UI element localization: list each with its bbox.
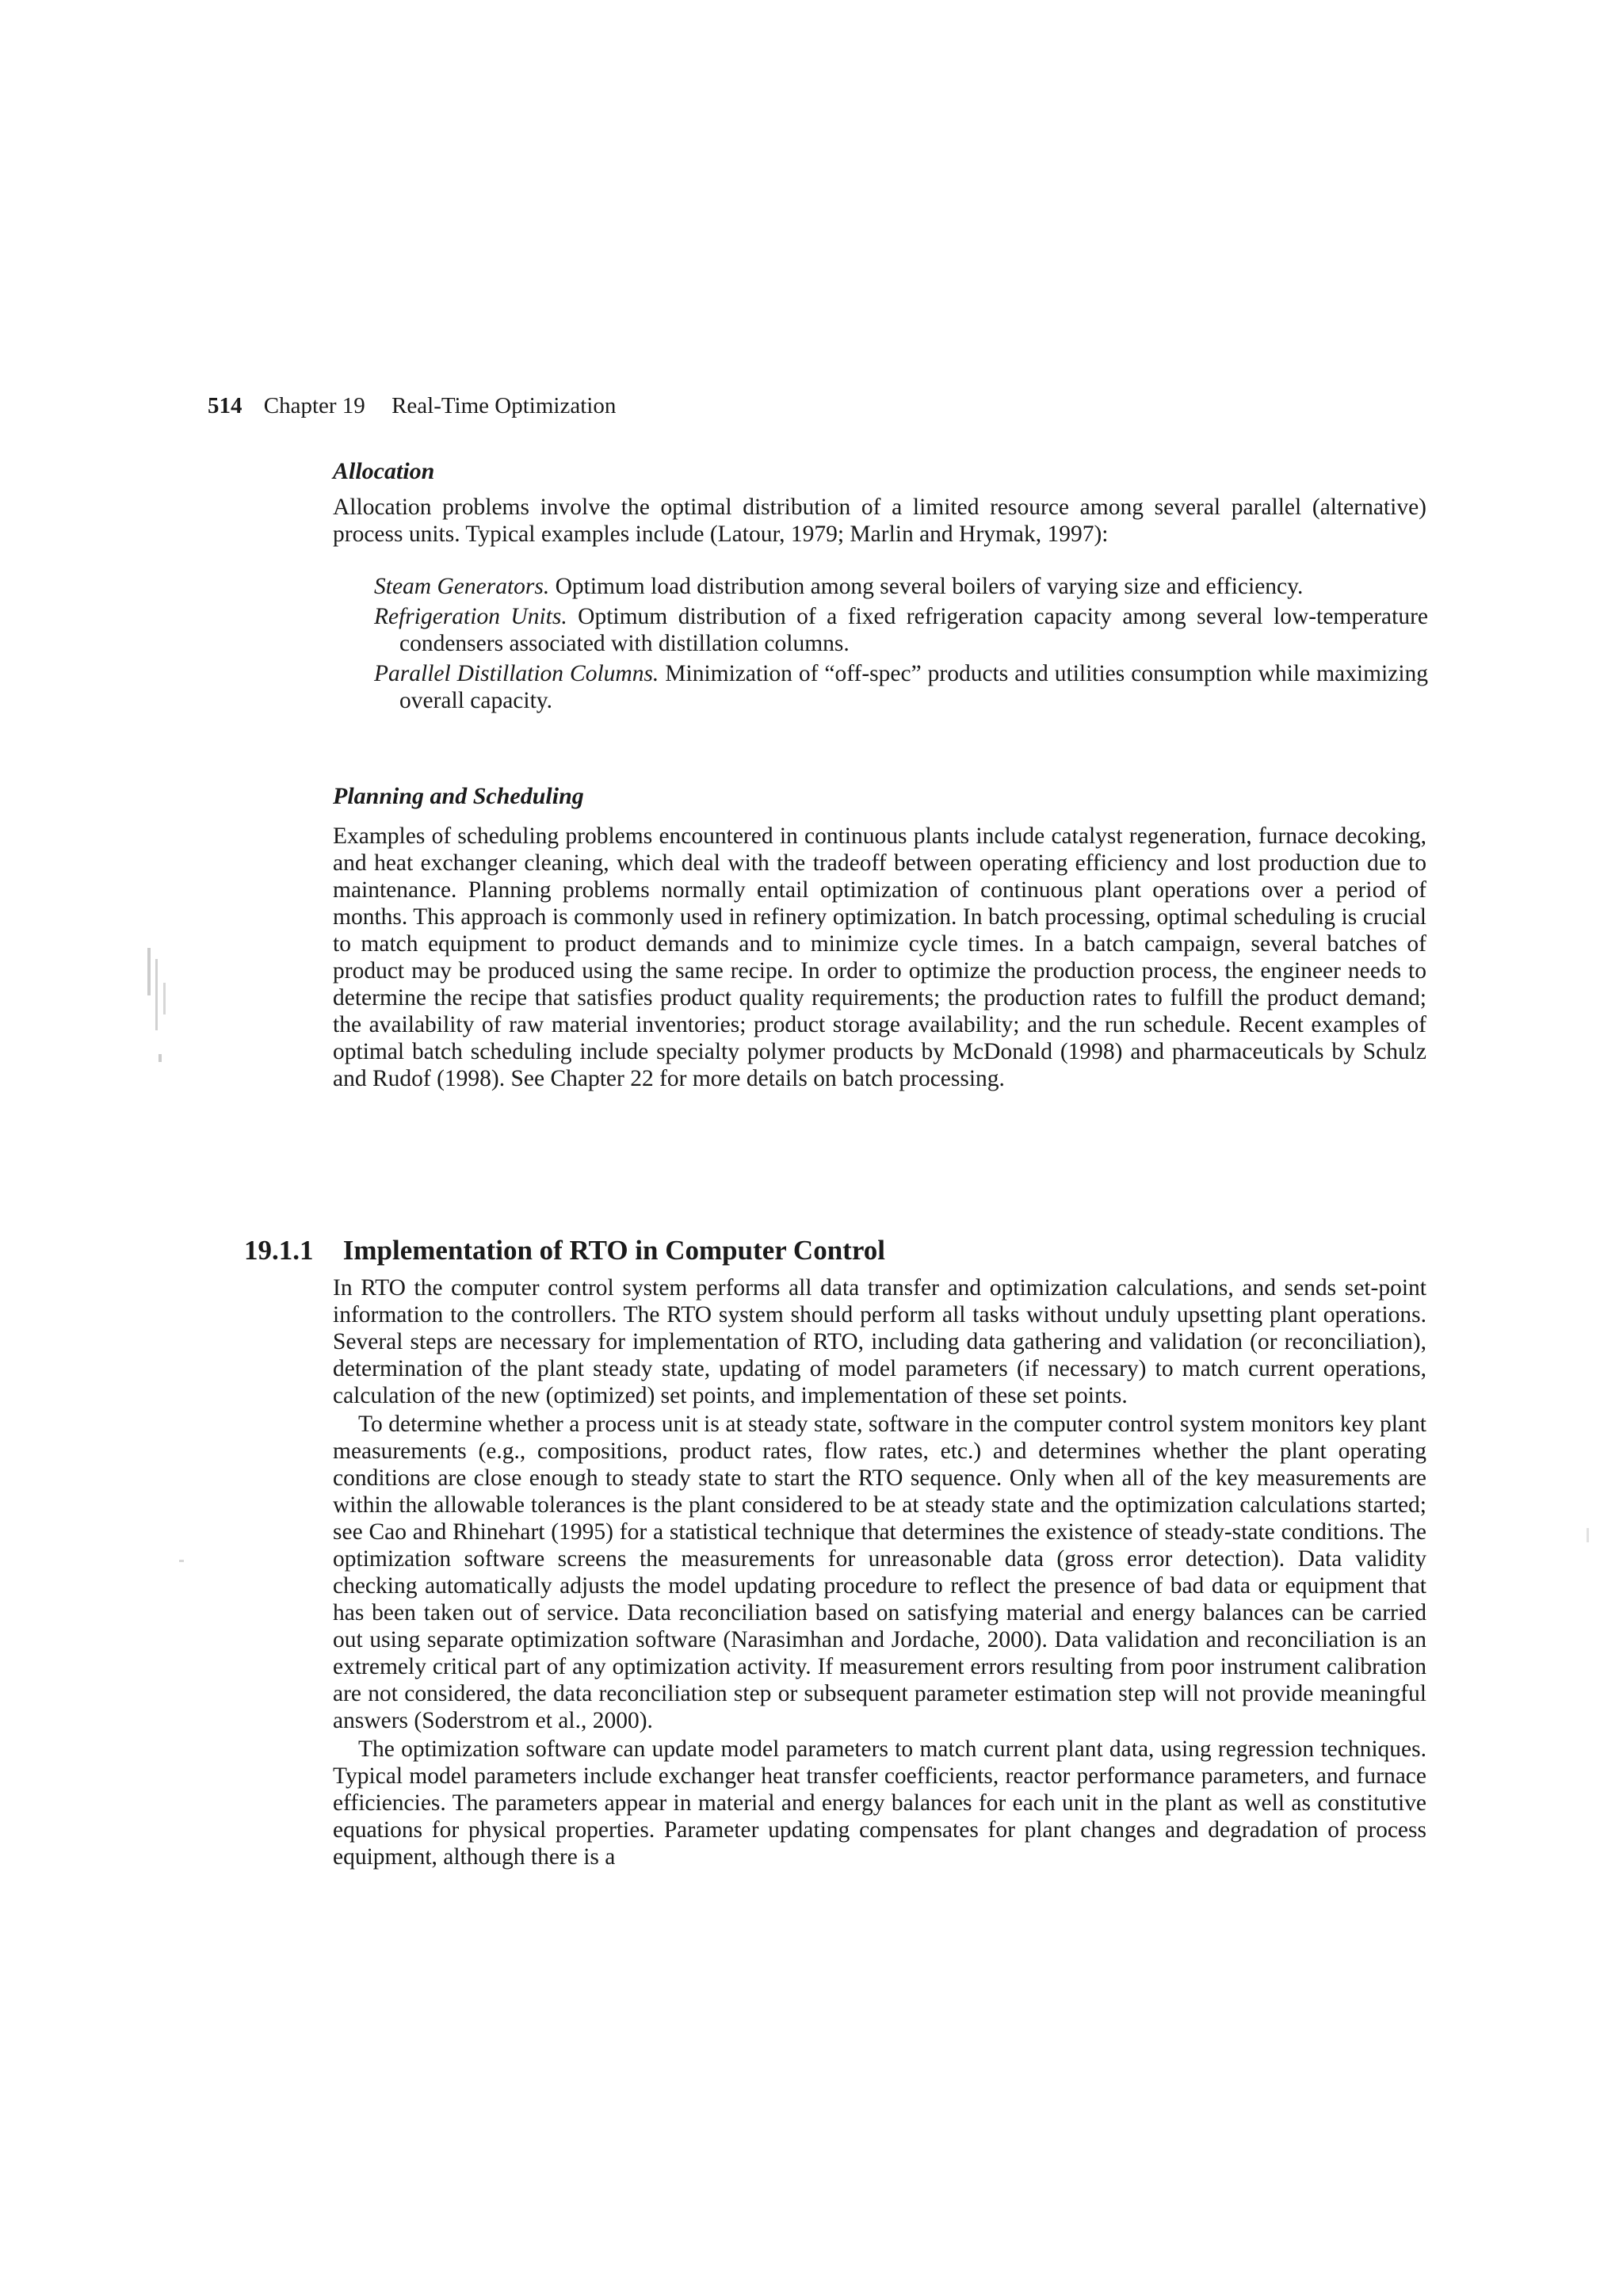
section-paragraph-1: In RTO the computer control system performs all data transfer and optimization calculations, and sends set-point information to the controllers. The RTO system should perform all tasks without unduly upsetting plant operations. Several steps are necessary for implementation of RTO, including data gathering and validation (or reconciliation), determination of the plant steady state, updating of model parameters (if necessary) to match current operations, calculation of the new (optimized) set points, and implementation of these set points. (333, 1275, 1426, 1408)
section-body (333, 1274, 1426, 1870)
list-item (374, 660, 1428, 714)
list-item-lead: Parallel Distillation Columns. (374, 661, 659, 686)
list-item-text: Minimization of “off-spec” products and utilities consumption while maximizing overall capacity. (399, 661, 1429, 713)
planning-paragraph: Examples of scheduling problems encountered in continuous plants include catalyst regeneration, furnace decoking, and heat exchanger cleaning, which deal with the tradeoff between operating efficiency and lost production due to maintenance. Planning problems normally entail optimization of continuous plant operations over a period of months. This approach is commonly used in refinery optimization. In batch processing, optimal scheduling is crucial to match equipment to product demands and to minimize cycle times. In a batch campaign, several batches of product may be produced using the same recipe. In order to optimize the production process, the engineer needs to determine the recipe that satisfies product quality requirements; the production rates to fulfill the product demand; the availability of raw material inventories; product storage availability; and the run schedule. Recent examples of optimal batch scheduling include specialty polymer products by McDonald (1998) and pharmaceuticals by Schulz and Rudof (1998). See Chapter 22 for more details on batch processing. (333, 823, 1426, 1091)
planning-body (333, 823, 1426, 1092)
chapter-title: Real-Time Optimization (391, 393, 617, 418)
allocation-heading: Allocation (333, 458, 435, 484)
page-number: 514 (208, 393, 242, 418)
allocation-intro-text: Allocation problems involve the optimal distribution of a limited resource among several parallel (alternative) process units. Typical examples include (Latour, 1979; Marlin and Hrymak, 1997): (333, 495, 1426, 547)
section-number: 19.1.1 (244, 1235, 314, 1266)
section-heading (244, 1235, 885, 1266)
section-title: Implementation of RTO in Computer Control (342, 1235, 885, 1266)
list-item-lead: Steam Generators. (374, 574, 550, 599)
chapter-label: Chapter 19 (263, 393, 365, 418)
running-head (208, 393, 616, 419)
section-paragraph-2: To determine whether a process unit is at steady state, software in the computer control system monitors key plant measurements (e.g., compositions, product rates, flow rates, etc.) and determines whether the plant operating conditions are close enough to steady state to start the RTO sequence. Only when all of the key measurements are within the allowable tolerances is the plant considered to be at steady state and the optimization calculations started; see Cao and Rhinehart (1995) for a statistical technique that determines the existence of steady-state conditions. The optimization software screens the measurements for unreasonable data (gross error detection). Data validity checking automatically adjusts the model updating procedure to reflect the presence of bad data or equipment that has been taken out of service. Data reconciliation based on satisfying material and energy balances can be carried out using separate optimization software (Narasimhan and Jordache, 2000). Data validation and reconciliation is an extremely critical part of any optimization activity. If measurement errors resulting from poor instrument calibration are not considered, the data reconciliation step or subsequent parameter estimation step will not provide meaningful answers (Soderstrom et al., 2000). (333, 1412, 1426, 1733)
list-item-lead: Refrigeration Units. (374, 604, 567, 629)
planning-heading: Planning and Scheduling (333, 783, 584, 809)
allocation-list (374, 573, 1428, 714)
section-paragraph-3: The optimization software can update model parameters to match current plant data, using regression techniques. Typical model parameters include exchanger heat transfer coefficients, reactor performance parameters, and furnace efficiencies. The parameters appear in material and energy balances for each unit in the plant as well as constitutive equations for physical properties. Parameter updating compensates for plant changes and degradation of process equipment, although there is a (333, 1736, 1426, 1870)
allocation-intro (333, 494, 1426, 548)
list-item-text: Optimum distribution of a fixed refrigeration capacity among several low-temperature condensers associated with distillation columns. (399, 604, 1428, 656)
list-item (374, 603, 1428, 657)
list-item (374, 573, 1428, 600)
list-item-text: Optimum load distribution among several boilers of varying size and efficiency. (555, 574, 1304, 599)
